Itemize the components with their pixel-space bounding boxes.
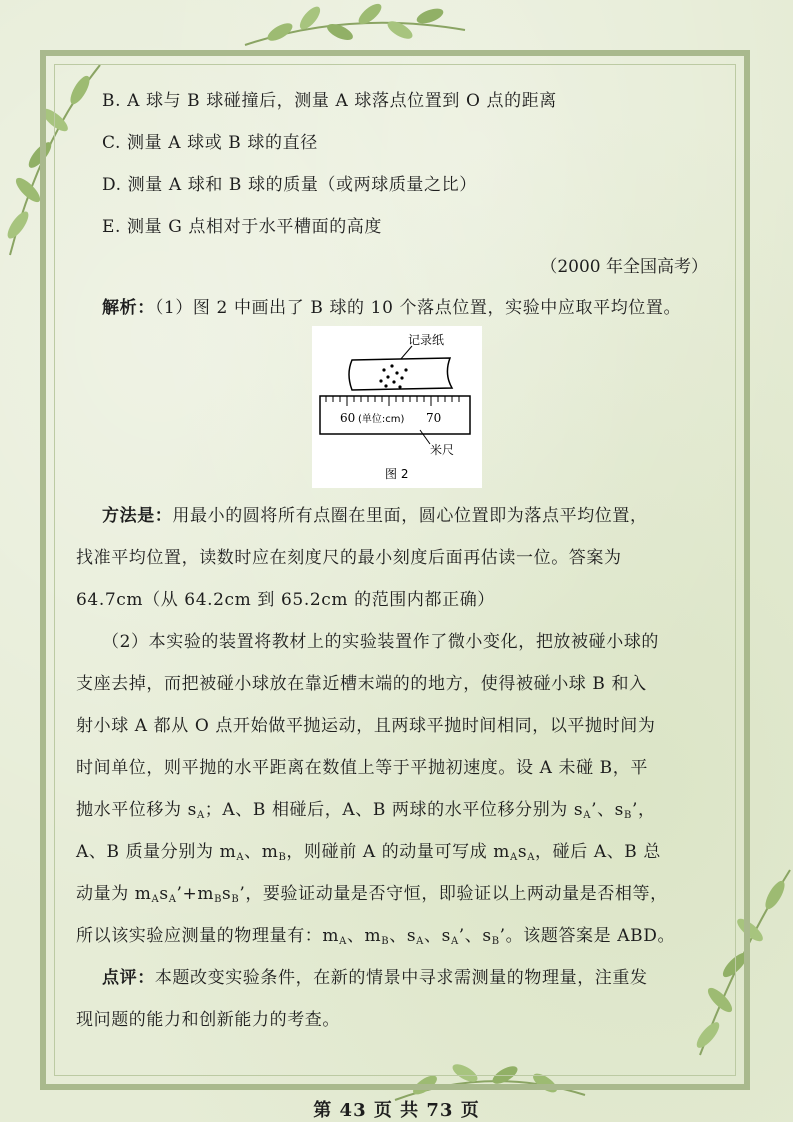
part2-line-8 [76, 921, 675, 947]
text-segment: ’，要验证动量是否守恒，即验证以上两动量是否相等， [239, 884, 668, 904]
option-b: B. A 球与 B 球碰撞后，测量 A 球落点位置到 O 点的距离 [102, 91, 557, 111]
text-segment: ，碰后 A、B 总 [535, 842, 661, 862]
text-segment: 、s [424, 926, 451, 946]
ruler-diagram [312, 326, 482, 488]
part2-line-2: 支座去掉，而把被碰小球放在靠近槽末端的的地方，使得被碰小球 B 和入 [76, 674, 647, 694]
text-segment: 、m [346, 926, 382, 946]
subscript: A [583, 810, 592, 821]
page-number: 第 43 页 共 73 页 [313, 1100, 480, 1121]
comment-label: 点评： [102, 968, 155, 988]
tick-label-60: 60 [340, 411, 356, 425]
text-segment: 所以该实验应测量的物理量有：m [76, 926, 340, 946]
text-segment: 动量为 m [76, 884, 152, 904]
subscript: A [151, 894, 160, 905]
option-c: C. 测量 A 球或 B 球的直径 [102, 133, 318, 153]
subscript: B [231, 894, 240, 905]
method-line-2: 找准平均位置，读数时应在刻度尺的最小刻度后面再估读一位。答案为 [76, 548, 622, 568]
option-e: E. 测量 G 点相对于水平槽面的高度 [102, 217, 383, 237]
text-segment: ’、s [458, 926, 492, 946]
text-segment: 、s [389, 926, 417, 946]
paper-label-pointer [400, 346, 412, 360]
part2-line-1: （2）本实验的装置将教材上的实验装置作了微小变化，把放被碰小球的 [102, 632, 660, 652]
subscript: A [510, 852, 518, 863]
subscript: B [278, 852, 287, 863]
text-segment: s [222, 884, 232, 904]
comment-line-1 [102, 963, 648, 988]
text-segment: A、B 质量分别为 m [76, 842, 237, 862]
text-segment: 抛水平位移为 s [76, 800, 197, 820]
part2-line-7 [76, 879, 668, 905]
part2-line-3: 射小球 A 都从 O 点开始做平抛运动，且两球平抛时间相同，以平抛时间为 [76, 716, 656, 736]
text-segment: s [517, 842, 528, 862]
text-segment: ’、s [591, 800, 625, 820]
figure-2 [312, 326, 482, 488]
part2-line-5 [76, 795, 656, 821]
text-segment: ’+m [176, 884, 215, 904]
text-segment: ’。该题答案是 ABD。 [499, 926, 676, 946]
method-line-1 [102, 501, 648, 526]
figure-caption: 图 2 [385, 467, 409, 481]
method-label: 方法是： [102, 506, 173, 526]
subscript: A [339, 936, 347, 947]
subscript: A [416, 936, 424, 947]
subscript: B [624, 810, 632, 821]
part2-line-4: 时间单位，则平抛的水平距离在数值上等于平抛初速度。设 A 未碰 B，平 [76, 758, 648, 778]
subscript: B [214, 894, 223, 905]
comment-line-2: 现问题的能力和创新能力的考查。 [76, 1010, 340, 1030]
text-segment: ’， [631, 800, 656, 820]
subscript: A [527, 852, 536, 863]
subscript: A [168, 894, 177, 905]
analysis-label: 解析： [102, 298, 155, 318]
subscript: A [450, 936, 459, 947]
text-segment: ；A、B 相碰后，A、B 两球的水平位移分别为 s [204, 800, 584, 820]
subscript: A [196, 810, 205, 821]
subscript: A [236, 852, 245, 863]
text-segment: ，则碰前 A 的动量可写成 m [286, 842, 511, 862]
unit-label: (单位:cm) [358, 414, 405, 425]
ruler-label: 米尺 [430, 443, 455, 457]
tick-label-70: 70 [426, 411, 442, 425]
comment-text-1: 本题改变实验条件，在新的情景中寻求需测量的物理量，注重发 [154, 968, 648, 988]
option-d: D. 测量 A 球和 B 球的质量（或两球质量之比） [102, 175, 477, 195]
subscript: B [381, 936, 390, 947]
method-line-3: 64.7cm（从 64.2cm 到 65.2cm 的范围内都正确） [76, 590, 495, 610]
analysis-text: （1）图 2 中画出了 B 球的 10 个落点位置，实验中应取平均位置。 [154, 298, 682, 318]
subscript: B [491, 936, 500, 947]
record-paper [349, 358, 452, 390]
text-segment: s [159, 884, 169, 904]
method-text-1: 用最小的圆将所有点圈在里面，圆心位置即为落点平均位置， [172, 506, 648, 526]
paper-label: 记录纸 [408, 333, 445, 347]
text-segment: 、m [244, 842, 279, 862]
analysis-line-1 [102, 293, 681, 318]
part2-line-6 [76, 837, 661, 863]
question-source: （2000 年全国高考） [540, 257, 708, 277]
